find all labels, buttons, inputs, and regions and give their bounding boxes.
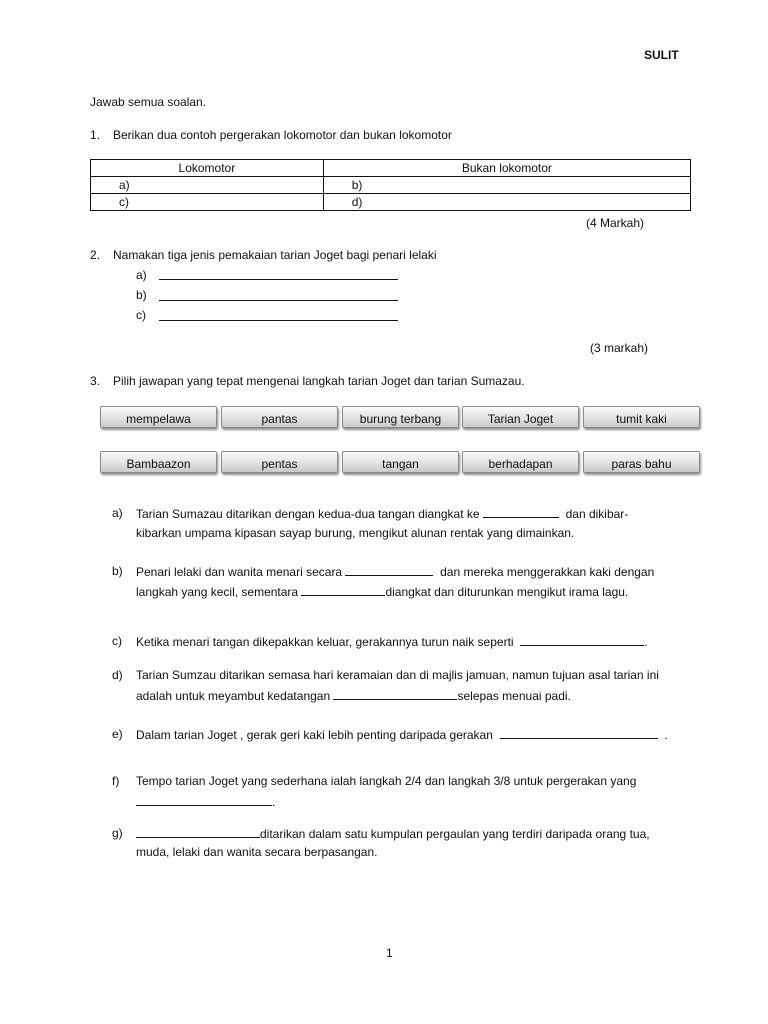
q1-answer-table (90, 159, 691, 211)
q2-item-a-label: a) (136, 268, 147, 282)
table-cell[interactable]: c) (91, 194, 324, 211)
q3a-text-continued: dan dikibar- (565, 507, 629, 521)
instruction-text: Jawab semua soalan. (90, 95, 207, 109)
word-button[interactable]: Bambaazon (100, 451, 217, 473)
q1-marks: (4 Markah) (586, 216, 645, 230)
q3b-blank-1[interactable] (345, 564, 433, 576)
q3a-blank[interactable] (483, 506, 559, 518)
q3e-label: e) (112, 727, 123, 741)
q2-item-a-blank[interactable] (159, 268, 398, 280)
word-button[interactable]: tumit kaki (583, 406, 700, 428)
q3c-blank[interactable] (520, 634, 644, 646)
word-button[interactable]: tangan (342, 451, 459, 473)
word-button[interactable]: berhadapan (462, 451, 579, 473)
word-button[interactable]: Tarian Joget (462, 406, 579, 428)
table-header-bukan-lokomotor: Bukan lokomotor (323, 160, 690, 177)
table-row (91, 177, 691, 194)
q3-text: Pilih jawapan yang tepat mengenai langkah tarian Joget dan tarian Sumazau. (113, 374, 525, 388)
q2-item-c-blank[interactable] (159, 309, 398, 321)
q3d-label: d) (112, 668, 123, 682)
q3f-label: f) (112, 774, 120, 788)
q1-text: Berikan dua contoh pergerakan lokomotor dan bukan lokomotor (113, 128, 452, 142)
q3c-label: c) (112, 634, 122, 648)
q3g-blank[interactable] (136, 826, 260, 838)
q3c-text: Ketika menari tangan dikepakkan keluar, gerakannya turun naik seperti (136, 635, 514, 649)
q2-marks: (3 markah) (590, 341, 649, 355)
word-button[interactable]: pentas (221, 451, 338, 473)
q3d-text: Tarian Sumzau ditarikan semasa hari keramaian dan di majlis jamuan, namun tujuan asal tarian ini (136, 668, 659, 682)
q3d-line2-continued: selepas menuai padi. (457, 689, 571, 703)
q3g-line2: muda, lelaki dan wanita secara berpasangan. (136, 845, 378, 859)
word-button[interactable]: paras bahu (583, 451, 700, 473)
q2-item-b-label: b) (136, 288, 147, 302)
q3d-line2: adalah untuk meyambut kedatangan (136, 689, 331, 703)
table-cell[interactable]: b) (323, 177, 690, 194)
table-cell[interactable]: a) (91, 177, 324, 194)
word-button[interactable]: pantas (221, 406, 338, 428)
q2-item-b-blank[interactable] (159, 289, 398, 301)
q1-number: 1. (90, 128, 101, 142)
table-cell[interactable]: d) (323, 194, 690, 211)
q3b-text-continued: dan mereka menggerakkan kaki dengan (440, 565, 655, 579)
table-row (91, 194, 691, 211)
q2-item-c-label: c) (136, 308, 146, 322)
page-number: 1 (386, 946, 393, 960)
q3a-text: Tarian Sumazau ditarikan dengan kedua-dua tangan diangkat ke (136, 507, 480, 521)
q3f-period: . (272, 795, 276, 809)
q2-text: Namakan tiga jenis pemakaian tarian Joget bagi penari lelaki (113, 248, 437, 262)
q3b-text: Penari lelaki dan wanita menari secara (136, 565, 343, 579)
q3e-blank[interactable] (500, 727, 658, 739)
q3e-period: . (664, 728, 668, 742)
table-header-lokomotor: Lokomotor (91, 160, 324, 177)
q3e-text: Dalam tarian Joget , gerak geri kaki lebih penting daripada gerakan (136, 728, 493, 742)
classification-label: SULIT (644, 48, 679, 62)
q3b-blank-2[interactable] (301, 584, 385, 596)
q3f-text: Tempo tarian Joget yang sederhana ialah langkah 2/4 dan langkah 3/8 untuk pergerakan yang (136, 774, 637, 788)
q3b-line2: langkah yang kecil, sementara (136, 585, 299, 599)
q3g-text: ditarikan dalam satu kumpulan pergaulan yang terdiri daripada orang tua, (260, 827, 650, 841)
q3b-label: b) (112, 564, 123, 578)
word-button[interactable]: mempelawa (100, 406, 217, 428)
q3-number: 3. (90, 374, 101, 388)
q3g-label: g) (112, 826, 123, 840)
q3a-label: a) (112, 506, 123, 520)
q3b-line2-continued: diangkat dan diturunkan mengikut irama lagu. (385, 585, 629, 599)
word-button[interactable]: burung terbang (342, 406, 459, 428)
q3a-line2: kibarkan umpama kipasan sayap burung, mengikut alunan rentak yang dimainkan. (136, 526, 575, 540)
q3c-period: . (644, 635, 648, 649)
q2-number: 2. (90, 248, 101, 262)
q3d-blank[interactable] (333, 688, 457, 700)
q3f-blank[interactable] (136, 794, 272, 806)
